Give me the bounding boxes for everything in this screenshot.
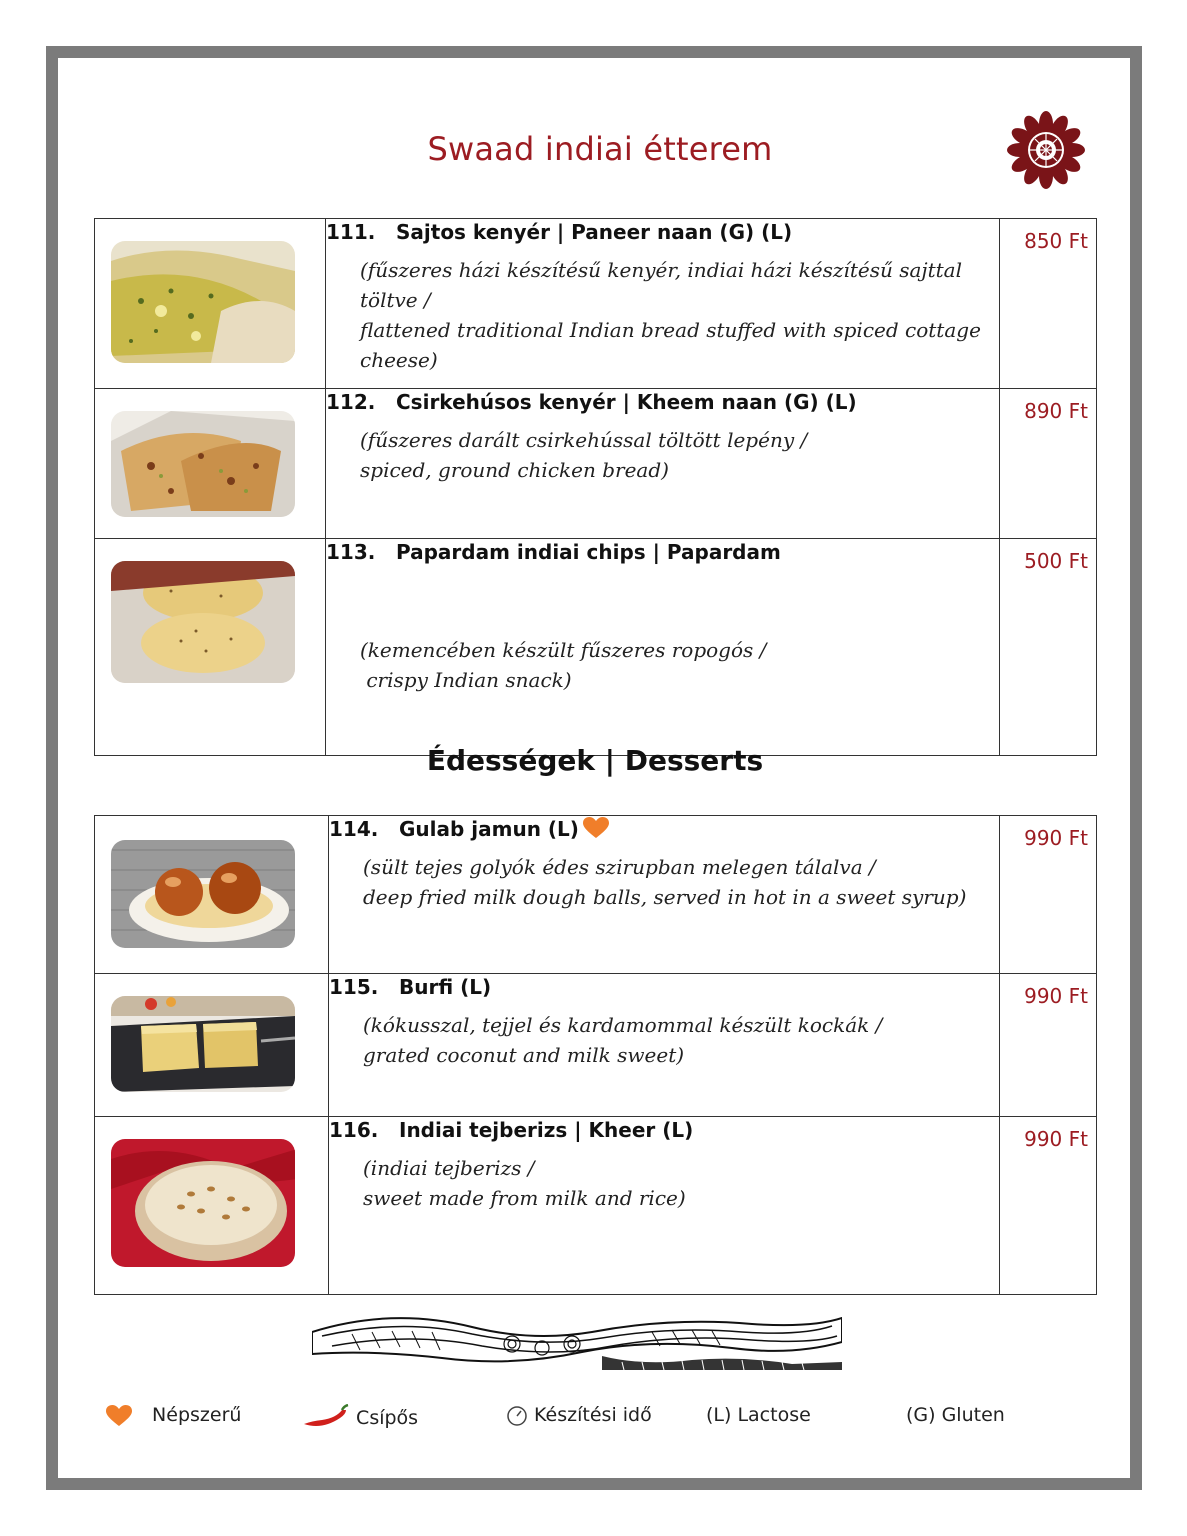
table-row — [95, 389, 1097, 539]
heart-icon — [106, 1405, 132, 1427]
breads-table — [94, 218, 1097, 756]
clock-icon — [506, 1405, 528, 1427]
chili-icon — [302, 1404, 350, 1430]
paneer-naan-photo — [111, 241, 295, 363]
dish-description: (fűszeres házi készítésű kenyér, indiai házi készítésű sajttal töltve / flattened traditional Indian bread stuffed with spiced cottage cheese) — [360, 258, 981, 372]
legend-label: Készítési idő — [534, 1404, 652, 1426]
legend-label: Népszerű — [152, 1404, 242, 1426]
dish-name: 112. Csirkehúsos kenyér | Kheem naan (G) (L) — [326, 390, 857, 414]
table-row — [95, 219, 1097, 389]
table-row — [95, 539, 1097, 756]
legend-prep-time — [506, 1404, 652, 1427]
burfi-photo — [111, 996, 295, 1092]
legend-spicy — [302, 1404, 418, 1430]
ornament-divider — [312, 1312, 842, 1374]
heart-icon — [583, 817, 609, 839]
dish-description: (kemencében készült fűszeres ropogós / crispy Indian snack) — [360, 638, 767, 692]
dish-description: (fűszeres darált csirkehússal töltött lepény / spiced, ground chicken bread) — [360, 428, 808, 482]
dish-price: 990 Ft — [1000, 816, 1097, 974]
desserts-table — [94, 815, 1097, 1295]
section-title: Édességek | Desserts — [426, 744, 764, 777]
table-row — [95, 816, 1097, 974]
dish-description: (indiai tejberizs / sweet made from milk and rice) — [363, 1156, 686, 1210]
table-row — [95, 974, 1097, 1117]
dish-name: 115. Burfi (L) — [329, 975, 492, 999]
dish-name: 111. Sajtos kenyér | Paneer naan (G) (L) — [326, 220, 793, 244]
dish-price: 990 Ft — [1000, 1117, 1097, 1295]
dish-description: (kókusszal, tejjel és kardamommal készült kockák / grated coconut and milk sweet) — [363, 1013, 883, 1067]
mandala-logo-icon — [1006, 110, 1086, 190]
kheem-naan-photo — [111, 411, 295, 517]
table-row — [95, 1117, 1097, 1295]
kheer-photo — [111, 1139, 295, 1267]
legend-gluten: (G) Gluten — [906, 1404, 1005, 1426]
dish-price: 990 Ft — [1000, 974, 1097, 1117]
dish-name: 113. Papardam indiai chips | Papardam — [326, 540, 781, 564]
legend-popular — [106, 1404, 241, 1427]
dish-name: 116. Indiai tejberizs | Kheer (L) — [329, 1118, 694, 1142]
page-title: Swaad indiai étterem — [427, 130, 773, 168]
papardam-photo — [111, 561, 295, 683]
dish-name: 114. Gulab jamun (L) — [329, 816, 999, 842]
legend-label: Csípős — [356, 1407, 419, 1429]
dish-price: 890 Ft — [1000, 389, 1097, 539]
dish-price: 500 Ft — [1000, 539, 1097, 756]
dish-description: (sült tejes golyók édes szirupban melegen tálalva / deep fried milk dough balls, served in hot in a sweet syrup) — [363, 855, 967, 909]
gulab-jamun-photo — [111, 840, 295, 948]
legend-lactose: (L) Lactose — [706, 1404, 811, 1426]
dish-price: 850 Ft — [1000, 219, 1097, 389]
